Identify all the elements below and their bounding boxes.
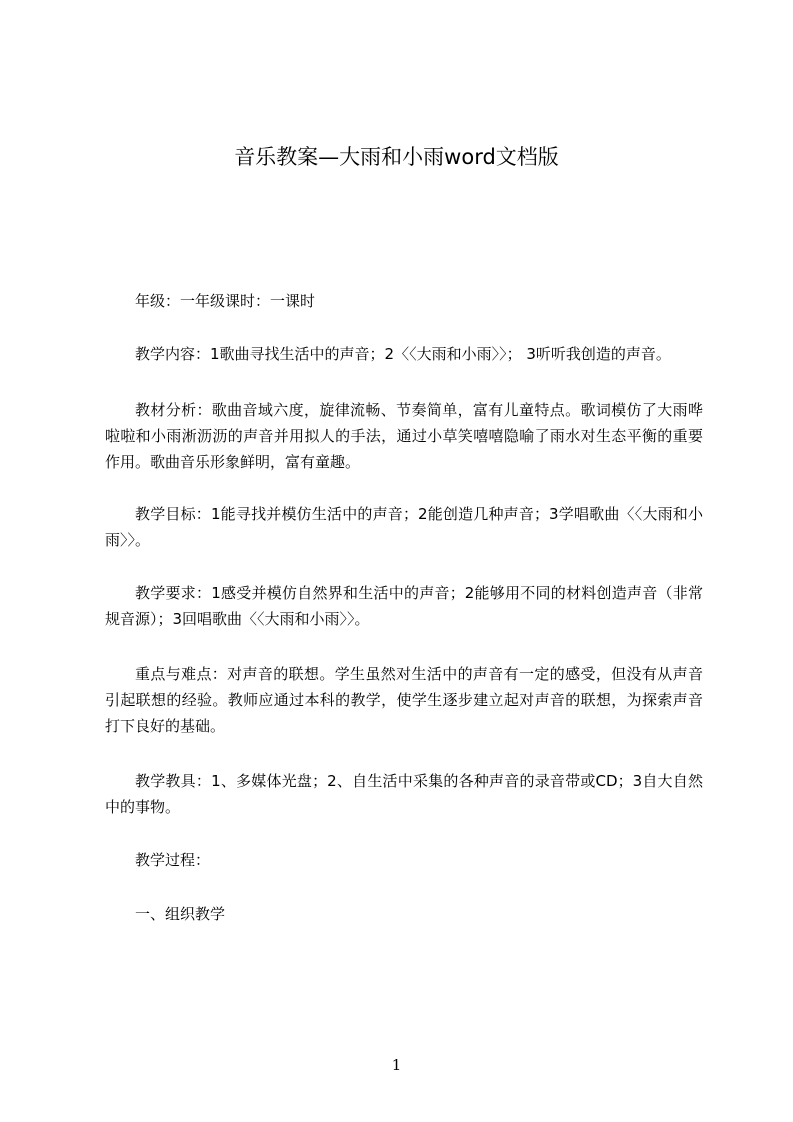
paragraph-content: 教学内容：1歌曲寻找生活中的声音；2〈〈大雨和小雨〉〉； 3听听我创造的声音。: [135, 345, 671, 363]
paragraph-requirements: 教学要求：1感受并模仿自然界和生活中的声音；2能够用不同的材料创造声音（非常规音源）；3回唱歌曲〈〈大雨和小雨〉〉。: [105, 584, 703, 628]
page-number: 1: [391, 1056, 402, 1074]
paragraph-process-heading: 教学过程：: [135, 851, 211, 869]
document-title: 音乐教案—大雨和小雨word文档版: [234, 145, 559, 169]
paragraph-teaching-aids: 教学教具：1、多媒体光盘；2、自生活中采集的各种声音的录音带或CD；3自大自然中的事物。: [105, 772, 703, 816]
paragraph-grade: 年级：一年级课时：一课时: [135, 292, 316, 310]
paragraph-section-one: 一、组织教学: [135, 905, 226, 923]
paragraph-objectives: 教学目标：1能寻找并模仿生活中的声音；2能创造几种声音；3学唱歌曲〈〈大雨和小雨〉〉。: [105, 505, 703, 549]
paragraph-key-points: 重点与难点：对声音的联想。学生虽然对生活中的声音有一定的感受，但没有从声音引起联想的经验。教师应通过本科的教学，使学生逐步建立起对声音的联想，为探索声音打下良好的基础。: [105, 665, 703, 735]
paragraph-analysis: 教材分析：歌曲音域六度，旋律流畅、节奏简单，富有儿童特点。歌词模仿了大雨哗啦啦和小雨淅沥沥的声音并用拟人的手法，通过小草笑嘻嘻隐喻了雨水对生态平衡的重要作用。歌曲音乐形象鲜明，富有童趣。: [105, 401, 703, 471]
